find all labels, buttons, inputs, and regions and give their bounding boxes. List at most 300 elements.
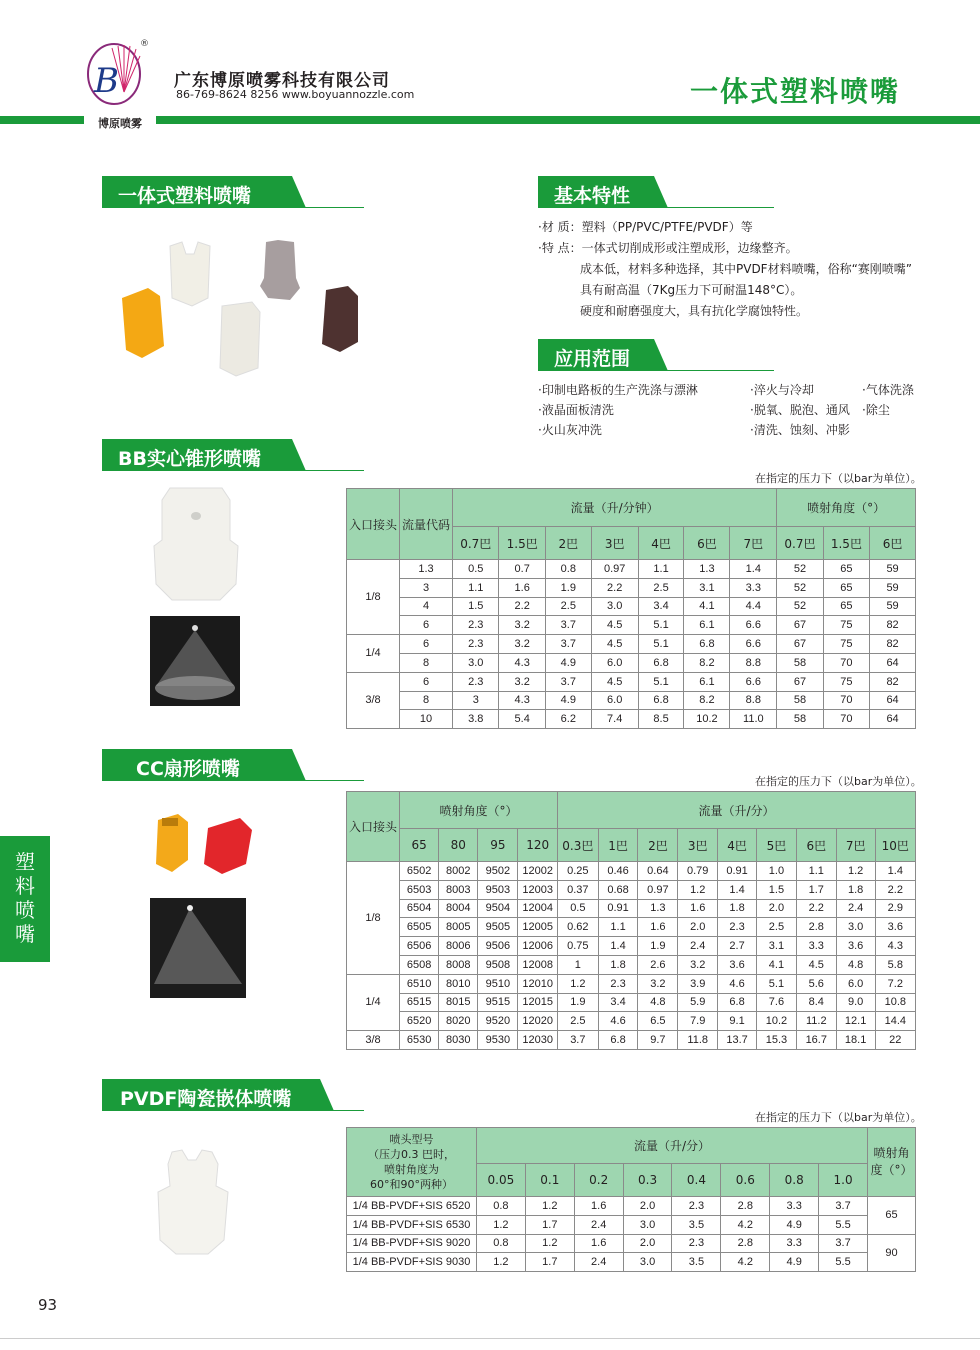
- company-logo: [82, 34, 156, 124]
- table-cell: 4.5: [591, 672, 638, 691]
- bb-nozzle-photo: [150, 486, 242, 610]
- table-row: [347, 1215, 916, 1234]
- table-cell: 58: [777, 691, 823, 710]
- table-cell: 3.4: [638, 597, 684, 616]
- table-cell: 6506: [400, 937, 439, 956]
- logo-emblem: [82, 34, 156, 120]
- cc-flow-col-header: 1巴: [598, 829, 638, 862]
- table-cell: 3.6: [836, 937, 875, 956]
- table-cell: 3.6: [875, 918, 915, 937]
- table-cell: 0.25: [558, 862, 599, 881]
- table-row: [347, 918, 916, 937]
- table-cell: 59: [870, 560, 916, 579]
- cc-flow-col-header: 7巴: [836, 829, 875, 862]
- table-cell: 8002: [439, 862, 478, 881]
- table-cell: 1.1: [796, 862, 836, 881]
- side-tab-char: 喷: [15, 898, 35, 922]
- table-cell: 0.68: [598, 880, 638, 899]
- table-cell: 0.64: [638, 862, 678, 881]
- table-cell: 1.9: [545, 578, 591, 597]
- logo-caption: 博原喷雾: [84, 115, 156, 129]
- table-cell: 0.8: [545, 560, 591, 579]
- table-cell: 7.9: [678, 1012, 718, 1031]
- table-cell: 4.5: [591, 616, 638, 635]
- table-cell: 4.6: [718, 974, 757, 993]
- footer-rule: [0, 1338, 980, 1339]
- table-cell: 0.37: [558, 880, 599, 899]
- pvdf-angle-cell: 65: [867, 1197, 915, 1235]
- bb-h-angle: 喷射角度（°）: [777, 489, 916, 527]
- table-cell: 6505: [400, 918, 439, 937]
- page-title: 一体式塑料喷嘴: [690, 75, 901, 108]
- table-cell: 12030: [518, 1031, 558, 1050]
- table-row: [347, 691, 916, 710]
- table-cell: 75: [823, 616, 869, 635]
- table-cell: 0.91: [598, 899, 638, 918]
- app-item: ·气体洗涤: [862, 383, 914, 397]
- table-cell: 82: [870, 635, 916, 654]
- table-cell: 9520: [478, 1012, 518, 1031]
- company-name: 广东博原喷雾科技有限公司: [174, 71, 390, 91]
- bb-h-code: 流量代码: [400, 489, 453, 560]
- table-cell: 5.9: [678, 993, 718, 1012]
- table-cell: 6.8: [638, 653, 684, 672]
- table-row: [347, 616, 916, 635]
- pvdf-model-cell: 1/4 BB-PVDF+SIS 9020: [347, 1234, 477, 1253]
- pvdf-h-model: [347, 1128, 477, 1197]
- table-cell: 0.79: [678, 862, 718, 881]
- table-cell: 12006: [518, 937, 558, 956]
- table-cell: 2.5: [757, 918, 797, 937]
- table-cell: 1.4: [730, 560, 777, 579]
- section-underline: [102, 207, 364, 208]
- pvdf-flow-col-header: 0.2: [574, 1164, 623, 1197]
- table-cell: 9530: [478, 1031, 518, 1050]
- app-item: ·液晶面板清洗: [538, 403, 614, 417]
- table-cell: 52: [777, 578, 823, 597]
- table-cell: 2.3: [453, 616, 499, 635]
- table-cell: 3.0: [623, 1215, 672, 1234]
- bb-angle-col-header: 1.5巴: [823, 527, 869, 560]
- table-cell: 9506: [478, 937, 518, 956]
- cc-h-inlet: 入口接头: [347, 792, 400, 862]
- table-cell: 2.4: [678, 937, 718, 956]
- table-cell: 6.8: [638, 691, 684, 710]
- table-cell: 3.0: [836, 918, 875, 937]
- side-tab-char: 嘴: [15, 922, 35, 946]
- table-cell: 1.5: [757, 880, 797, 899]
- cc-angle-col-header: 120: [518, 829, 558, 862]
- table-cell: 82: [870, 616, 916, 635]
- table-cell: 2.9: [875, 899, 915, 918]
- table-cell: 9.1: [718, 1012, 757, 1031]
- bb-pressure-note: 在指定的压力下（以bar为单位）。: [755, 472, 922, 485]
- table-cell: 1.3: [400, 560, 453, 579]
- table-cell: 12008: [518, 955, 558, 974]
- table-cell: 82: [870, 672, 916, 691]
- table-cell: 70: [823, 710, 869, 729]
- pvdf-h-flow: 流量（升/分）: [476, 1128, 867, 1164]
- table-cell: 5.1: [638, 672, 684, 691]
- table-cell: 8020: [439, 1012, 478, 1031]
- table-cell: 4.9: [545, 691, 591, 710]
- table-cell: 5.8: [875, 955, 915, 974]
- table-cell: 8.8: [730, 691, 777, 710]
- table-cell: 1.2: [476, 1253, 525, 1272]
- table-cell: 8015: [439, 993, 478, 1012]
- pvdf-pressure-note: 在指定的压力下（以bar为单位）。: [755, 1111, 922, 1124]
- table-cell: 6.0: [591, 653, 638, 672]
- bb-flow-col-header: 0.7巴: [453, 527, 499, 560]
- table-cell: 4.1: [757, 955, 797, 974]
- bb-flow-col-header: 1.5巴: [499, 527, 545, 560]
- pvdf-angle-cell: 90: [867, 1234, 915, 1272]
- table-row: [347, 635, 916, 654]
- table-cell: 0.7: [499, 560, 545, 579]
- table-cell: 10.2: [757, 1012, 797, 1031]
- bb-flow-col-header: 3巴: [591, 527, 638, 560]
- bb-flow-col-header: 2巴: [545, 527, 591, 560]
- bb-spec-table: [346, 488, 916, 729]
- bb-inlet-cell: 1/4: [347, 635, 400, 673]
- table-cell: 12002: [518, 862, 558, 881]
- table-cell: 3.0: [453, 653, 499, 672]
- table-row: [347, 862, 916, 881]
- table-cell: 65: [823, 578, 869, 597]
- table-cell: 6.2: [545, 710, 591, 729]
- side-tab-char: 塑: [15, 850, 35, 874]
- table-cell: 1.6: [574, 1234, 623, 1253]
- table-cell: 8006: [439, 937, 478, 956]
- table-cell: 3.5: [672, 1253, 721, 1272]
- table-cell: 3.7: [819, 1234, 868, 1253]
- table-cell: 6510: [400, 974, 439, 993]
- table-cell: 15.3: [757, 1031, 797, 1050]
- side-category-tab: [0, 836, 50, 962]
- pvdf-spec-table: [346, 1127, 916, 1272]
- table-cell: 9504: [478, 899, 518, 918]
- table-cell: 8: [400, 653, 453, 672]
- table-cell: 12004: [518, 899, 558, 918]
- table-row: [347, 578, 916, 597]
- section-cc-title: CC扇形喷嘴: [136, 758, 240, 780]
- table-cell: 67: [777, 616, 823, 635]
- table-cell: 1.6: [638, 918, 678, 937]
- section-features-title: 基本特性: [554, 185, 631, 207]
- table-cell: 3.1: [684, 578, 730, 597]
- table-cell: 1.3: [638, 899, 678, 918]
- table-cell: 1.8: [598, 955, 638, 974]
- table-cell: 52: [777, 597, 823, 616]
- table-cell: 3.3: [770, 1197, 819, 1216]
- table-cell: 4.5: [796, 955, 836, 974]
- app-item: ·除尘: [862, 403, 890, 417]
- table-cell: 8.2: [684, 653, 730, 672]
- table-cell: 3.3: [796, 937, 836, 956]
- logo-letter: B: [94, 61, 119, 101]
- table-cell: 1.2: [476, 1215, 525, 1234]
- table-cell: 0.8: [476, 1234, 525, 1253]
- table-cell: 3.5: [672, 1215, 721, 1234]
- app-item: ·火山灰冲洗: [538, 423, 602, 437]
- table-cell: 0.97: [638, 880, 678, 899]
- table-cell: 0.46: [598, 862, 638, 881]
- pvdf-flow-col-header: 0.05: [476, 1164, 525, 1197]
- table-cell: 5.1: [757, 974, 797, 993]
- feature-line-cost: 成本低，材料多种选择，其中PVDF材料喷嘴，俗称“赛刚喷嘴”: [580, 262, 913, 276]
- section-product-title: 一体式塑料喷嘴: [118, 185, 252, 207]
- section-bb-title: BB实心锥形喷嘴: [118, 448, 261, 470]
- pvdf-h-model-line: （压力0.3 巴时，: [367, 1148, 455, 1161]
- table-cell: 10.2: [684, 710, 730, 729]
- table-cell: 12003: [518, 880, 558, 899]
- pvdf-flow-col-header: 0.8: [770, 1164, 819, 1197]
- app-item: ·淬火与冷却: [750, 383, 814, 397]
- table-cell: 1.2: [558, 974, 599, 993]
- table-cell: 2.5: [545, 597, 591, 616]
- table-cell: 9508: [478, 955, 518, 974]
- table-cell: 2.2: [591, 578, 638, 597]
- table-cell: 3.8: [453, 710, 499, 729]
- table-cell: 0.97: [591, 560, 638, 579]
- table-cell: 0.62: [558, 918, 599, 937]
- table-cell: 67: [777, 672, 823, 691]
- table-cell: 1.9: [638, 937, 678, 956]
- bb-flow-col-header: 7巴: [730, 527, 777, 560]
- cc-spec-table: [346, 791, 916, 1050]
- table-cell: 64: [870, 710, 916, 729]
- table-cell: 9505: [478, 918, 518, 937]
- cc-inlet-cell: 1/8: [347, 862, 400, 975]
- table-cell: 2.4: [574, 1215, 623, 1234]
- pvdf-flow-col-header: 0.3: [623, 1164, 672, 1197]
- table-cell: 2.5: [638, 578, 684, 597]
- table-cell: 3.0: [591, 597, 638, 616]
- table-cell: 6.8: [598, 1031, 638, 1050]
- table-cell: 0.91: [718, 862, 757, 881]
- app-item: ·脱氧、脱泡、通风: [750, 403, 850, 417]
- table-row: [347, 880, 916, 899]
- pvdf-h-model-line: 喷射角度为: [383, 1163, 439, 1176]
- pvdf-model-cell: 1/4 BB-PVDF+SIS 6530: [347, 1215, 477, 1234]
- company-contact: 86-769-8624 8256 www.boyuannozzle.com: [176, 88, 415, 101]
- table-cell: 8: [400, 691, 453, 710]
- table-cell: 1.7: [525, 1253, 574, 1272]
- table-row: [347, 1234, 916, 1253]
- table-cell: 5.5: [819, 1253, 868, 1272]
- pvdf-model-cell: 1/4 BB-PVDF+SIS 9030: [347, 1253, 477, 1272]
- pvdf-nozzle-photo: [152, 1146, 232, 1258]
- table-cell: 7.4: [591, 710, 638, 729]
- cc-flow-col-header: 5巴: [757, 829, 797, 862]
- table-row: [347, 560, 916, 579]
- table-cell: 9510: [478, 974, 518, 993]
- table-cell: 8004: [439, 899, 478, 918]
- table-cell: 5.1: [638, 635, 684, 654]
- table-cell: 6520: [400, 1012, 439, 1031]
- table-cell: 5.4: [499, 710, 545, 729]
- feature-material: ·材 质：塑料（PP/PVC/PTFE/PVDF）等: [538, 220, 753, 234]
- table-row: [347, 710, 916, 729]
- bb-flow-col-header: 6巴: [684, 527, 730, 560]
- table-cell: 3.7: [819, 1197, 868, 1216]
- table-cell: 6: [400, 635, 453, 654]
- table-cell: 4: [400, 597, 453, 616]
- table-cell: 9502: [478, 862, 518, 881]
- cc-flow-col-header: 0.3巴: [558, 829, 599, 862]
- table-cell: 9515: [478, 993, 518, 1012]
- table-cell: 70: [823, 691, 869, 710]
- pvdf-h-model-line: 60°和90°两种）: [369, 1178, 453, 1191]
- table-cell: 1.3: [684, 560, 730, 579]
- table-cell: 2.3: [453, 635, 499, 654]
- table-cell: 5.6: [796, 974, 836, 993]
- bb-angle-col-header: 0.7巴: [777, 527, 823, 560]
- pvdf-flow-col-header: 0.1: [525, 1164, 574, 1197]
- table-cell: 12015: [518, 993, 558, 1012]
- table-cell: 1.9: [558, 993, 599, 1012]
- table-cell: 2.3: [598, 974, 638, 993]
- table-cell: 3.3: [730, 578, 777, 597]
- section-underline: [102, 780, 364, 781]
- table-cell: 64: [870, 653, 916, 672]
- table-cell: 1.6: [678, 899, 718, 918]
- table-cell: 11.2: [796, 1012, 836, 1031]
- table-cell: 64: [870, 691, 916, 710]
- table-cell: 1.6: [574, 1197, 623, 1216]
- table-cell: 6.8: [718, 993, 757, 1012]
- table-cell: 3.3: [770, 1234, 819, 1253]
- table-cell: 0.5: [453, 560, 499, 579]
- table-cell: 9503: [478, 880, 518, 899]
- cc-flow-col-header: 2巴: [638, 829, 678, 862]
- table-cell: 65: [823, 560, 869, 579]
- table-row: [347, 937, 916, 956]
- table-row: [347, 1012, 916, 1031]
- cc-flow-col-header: 10巴: [875, 829, 915, 862]
- registered-mark: ®: [140, 39, 149, 49]
- table-row: [347, 1253, 916, 1272]
- table-cell: 4.8: [836, 955, 875, 974]
- table-cell: 6.0: [836, 974, 875, 993]
- table-cell: 3.2: [499, 672, 545, 691]
- table-cell: 3.2: [638, 974, 678, 993]
- table-cell: 4.3: [875, 937, 915, 956]
- table-cell: 1.4: [875, 862, 915, 881]
- table-cell: 2.2: [875, 880, 915, 899]
- table-cell: 3.2: [678, 955, 718, 974]
- table-cell: 2.7: [718, 937, 757, 956]
- table-cell: 2.0: [678, 918, 718, 937]
- table-cell: 16.7: [796, 1031, 836, 1050]
- table-cell: 3.0: [623, 1253, 672, 1272]
- table-cell: 8030: [439, 1031, 478, 1050]
- table-cell: 0.75: [558, 937, 599, 956]
- app-item: ·清洗、蚀刻、冲影: [750, 423, 850, 437]
- section-apps-title: 应用范围: [554, 348, 631, 370]
- table-row: [347, 1031, 916, 1050]
- table-cell: 6: [400, 672, 453, 691]
- table-cell: 6504: [400, 899, 439, 918]
- table-cell: 3.4: [598, 993, 638, 1012]
- table-row: [347, 1197, 916, 1216]
- table-cell: 3.6: [718, 955, 757, 974]
- cc-spray-photo: [150, 898, 246, 998]
- table-cell: 3.7: [558, 1031, 599, 1050]
- cc-flow-col-header: 3巴: [678, 829, 718, 862]
- cc-nozzle-photo: [148, 808, 260, 880]
- cc-inlet-cell: 1/4: [347, 974, 400, 1030]
- table-cell: 2.6: [638, 955, 678, 974]
- bb-inlet-cell: 1/8: [347, 560, 400, 635]
- table-cell: 8.8: [730, 653, 777, 672]
- table-cell: 2.0: [757, 899, 797, 918]
- table-cell: 6.8: [684, 635, 730, 654]
- section-underline: [102, 1110, 364, 1111]
- table-cell: 8.4: [796, 993, 836, 1012]
- table-cell: 2.3: [672, 1234, 721, 1253]
- table-cell: 3.9: [678, 974, 718, 993]
- table-cell: 6.6: [730, 635, 777, 654]
- cc-flow-col-header: 6巴: [796, 829, 836, 862]
- table-cell: 1.2: [836, 862, 875, 881]
- feature-line-temp: 具有耐高温（7Kg压力下可耐温148°C）。: [580, 283, 803, 297]
- table-cell: 59: [870, 578, 916, 597]
- app-item: ·印制电路板的生产洗涤与漂淋: [538, 383, 698, 397]
- table-cell: 6.6: [730, 672, 777, 691]
- table-cell: 3.7: [545, 635, 591, 654]
- table-cell: 4.9: [770, 1253, 819, 1272]
- table-cell: 4.6: [598, 1012, 638, 1031]
- table-cell: 58: [777, 710, 823, 729]
- table-cell: 6.1: [684, 616, 730, 635]
- table-cell: 1: [558, 955, 599, 974]
- table-cell: 1.7: [796, 880, 836, 899]
- table-cell: 2.4: [574, 1253, 623, 1272]
- product-photo-nozzles: [112, 228, 372, 388]
- pvdf-flow-col-header: 0.4: [672, 1164, 721, 1197]
- table-cell: 14.4: [875, 1012, 915, 1031]
- table-cell: 75: [823, 672, 869, 691]
- table-cell: 1.1: [638, 560, 684, 579]
- table-cell: 3: [400, 578, 453, 597]
- table-cell: 1.2: [525, 1234, 574, 1253]
- table-cell: 2.8: [721, 1197, 770, 1216]
- table-cell: 4.4: [730, 597, 777, 616]
- table-cell: 8003: [439, 880, 478, 899]
- section-pvdf-title: PVDF陶瓷嵌体喷嘴: [120, 1088, 292, 1110]
- table-cell: 1.8: [836, 880, 875, 899]
- table-cell: 4.9: [545, 653, 591, 672]
- feature-line-hardness: 硬度和耐磨强度大，具有抗化学腐蚀特性。: [580, 304, 809, 318]
- table-row: [347, 653, 916, 672]
- table-cell: 8010: [439, 974, 478, 993]
- table-cell: 4.9: [770, 1215, 819, 1234]
- table-cell: 12005: [518, 918, 558, 937]
- table-cell: 1.4: [598, 937, 638, 956]
- table-cell: 4.3: [499, 691, 545, 710]
- bb-flow-col-header: 4巴: [638, 527, 684, 560]
- table-cell: 4.1: [684, 597, 730, 616]
- table-cell: 6.5: [638, 1012, 678, 1031]
- table-cell: 2.0: [623, 1197, 672, 1216]
- pvdf-h-model-line: 喷头型号: [389, 1133, 434, 1146]
- table-cell: 3.2: [499, 635, 545, 654]
- table-cell: 1.7: [525, 1215, 574, 1234]
- table-cell: 3: [453, 691, 499, 710]
- table-cell: 1.2: [678, 880, 718, 899]
- table-cell: 52: [777, 560, 823, 579]
